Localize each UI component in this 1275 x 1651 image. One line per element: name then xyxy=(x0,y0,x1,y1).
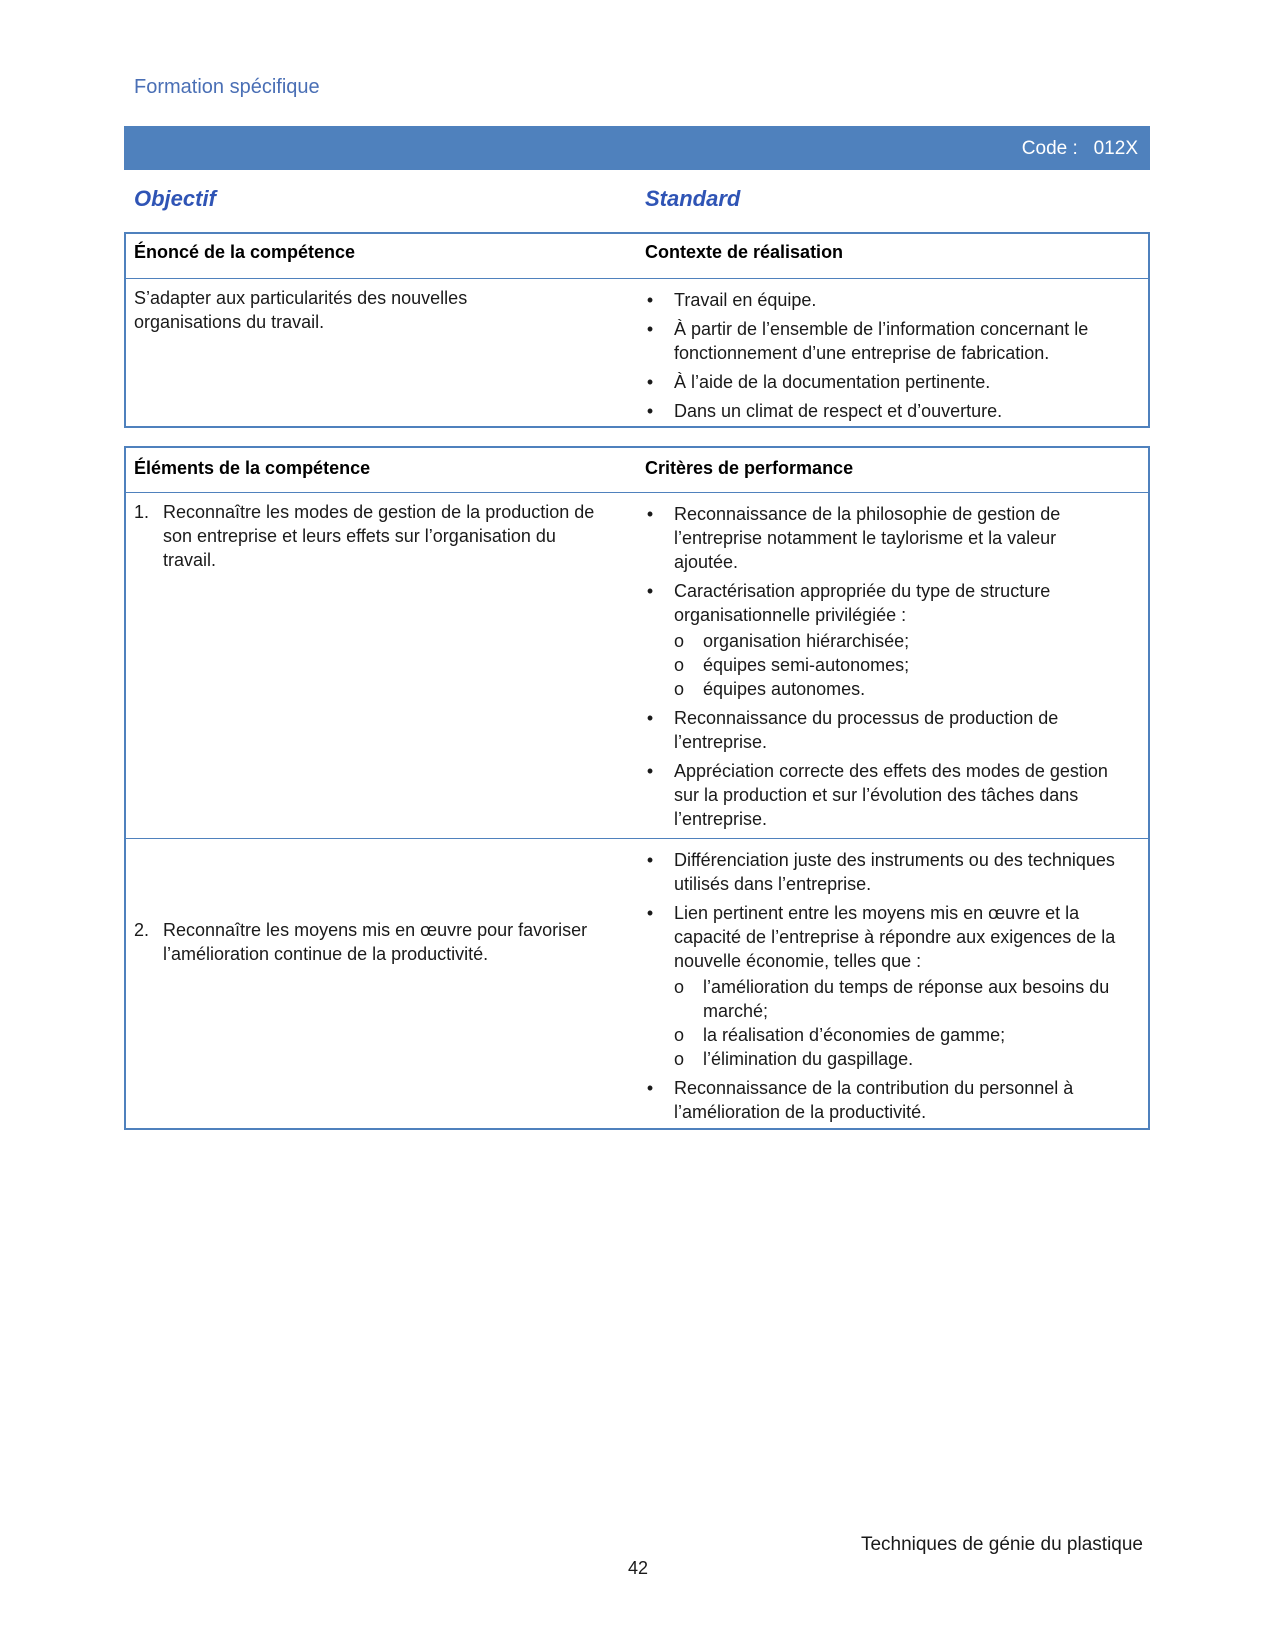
competency-code: Code : 012X xyxy=(1021,138,1138,159)
contexte-heading: Contexte de réalisation xyxy=(645,242,844,262)
bullet-icon: • xyxy=(646,401,654,421)
sub-list xyxy=(674,975,1125,1071)
objectif-heading: Objectif xyxy=(134,186,216,211)
bullet-icon: • xyxy=(646,319,654,339)
circle-bullet-icon: o xyxy=(674,1049,685,1069)
element-2 xyxy=(134,918,603,966)
sub-list-item: o organisation hiérarchisée; xyxy=(674,631,910,651)
criteria-list-1 xyxy=(645,502,1120,836)
criteria-list-2 xyxy=(645,848,1125,1129)
page-number: 42 xyxy=(628,1558,649,1578)
sub-list-item: o l’élimination du gaspillage. xyxy=(674,1049,914,1069)
list-item: • Reconnaissance de la contribution du personnel à l’amélioration de la productivité. xyxy=(646,1078,1074,1122)
list-item: • Reconnaissance du processus de production de l’entreprise. xyxy=(646,708,1059,752)
contexte-list xyxy=(645,288,1115,428)
sub-list-item: o équipes autonomes. xyxy=(674,679,866,699)
element-text: Reconnaître les moyens mis en œuvre pour favoriser l’amélioration continue de la productivité. xyxy=(163,920,588,964)
criteres-heading: Critères de performance xyxy=(645,458,854,478)
bullet-icon: • xyxy=(646,903,654,923)
list-item: • Lien pertinent entre les moyens mis en œuvre et la capacité de l’entreprise à répondre aux exigences de la nouvelle économie, telles que : o l’amélioration du temps de réponse aux besoins du marché; o la réalisation d’économies de gamme; o l’élimination du gaspillage. xyxy=(645,901,1125,1071)
element-number: 2. xyxy=(134,920,150,940)
circle-bullet-icon: o xyxy=(674,1025,685,1045)
bullet-icon: • xyxy=(646,504,654,524)
list-item: • À l’aide de la documentation pertinente. xyxy=(646,372,991,392)
section-label: Formation spécifique xyxy=(134,76,320,98)
circle-bullet-icon: o xyxy=(674,679,685,699)
list-item: • Caractérisation appropriée du type de structure organisationnelle privilégiée : o organisation hiérarchisée; o équipes semi-autonomes; o équipes autonomes. xyxy=(645,579,1120,701)
bullet-icon: • xyxy=(646,1078,654,1098)
divider xyxy=(126,838,1148,839)
list-item: • Reconnaissance de la philosophie de gestion de l’entreprise notamment le taylorisme et la valeur ajoutée. xyxy=(646,504,1061,572)
element-1 xyxy=(134,500,603,572)
program-title: Techniques de génie du plastique xyxy=(860,1534,1143,1555)
circle-bullet-icon: o xyxy=(674,977,685,997)
list-item: • Dans un climat de respect et d’ouverture. xyxy=(646,401,1003,421)
list-item: • À partir de l’ensemble de l’information concernant le fonctionnement d’une entreprise de fabrication. xyxy=(646,319,1089,363)
bullet-icon: • xyxy=(646,761,654,781)
divider xyxy=(126,492,1148,493)
circle-bullet-icon: o xyxy=(674,631,685,651)
list-item: • Appréciation correcte des effets des modes de gestion sur la production et sur l’évolution des tâches dans l’entreprise. xyxy=(646,761,1108,829)
elements-heading: Éléments de la compétence xyxy=(134,458,371,478)
bullet-icon: • xyxy=(646,581,654,601)
bullet-icon: • xyxy=(646,372,654,392)
divider xyxy=(126,278,1148,279)
list-item: • Travail en équipe. xyxy=(646,290,817,310)
element-text: Reconnaître les modes de gestion de la production de son entreprise et leurs effets sur l’organisation du travail. xyxy=(163,502,595,570)
sub-list-item: o équipes semi-autonomes; xyxy=(674,655,910,675)
enonce-heading: Énoncé de la compétence xyxy=(134,242,356,262)
bullet-icon: • xyxy=(646,708,654,728)
bullet-icon: • xyxy=(646,850,654,870)
competence-statement-box xyxy=(124,232,1150,428)
element-number: 1. xyxy=(134,502,150,522)
elements-criteria-box xyxy=(124,446,1150,1130)
list-item: • Différenciation juste des instruments ou des techniques utilisés dans l’entreprise. xyxy=(646,850,1115,894)
code-band xyxy=(124,126,1150,170)
standard-heading: Standard xyxy=(645,186,741,211)
bullet-icon: • xyxy=(646,290,654,310)
sub-list xyxy=(674,629,1120,701)
circle-bullet-icon: o xyxy=(674,655,685,675)
enonce-text: S’adapter aux particularités des nouvelles organisations du travail. xyxy=(134,288,468,332)
sub-list-item: o la réalisation d’économies de gamme; xyxy=(674,1025,1006,1045)
sub-list-item: o l’amélioration du temps de réponse aux besoins du marché; xyxy=(674,977,1110,1021)
